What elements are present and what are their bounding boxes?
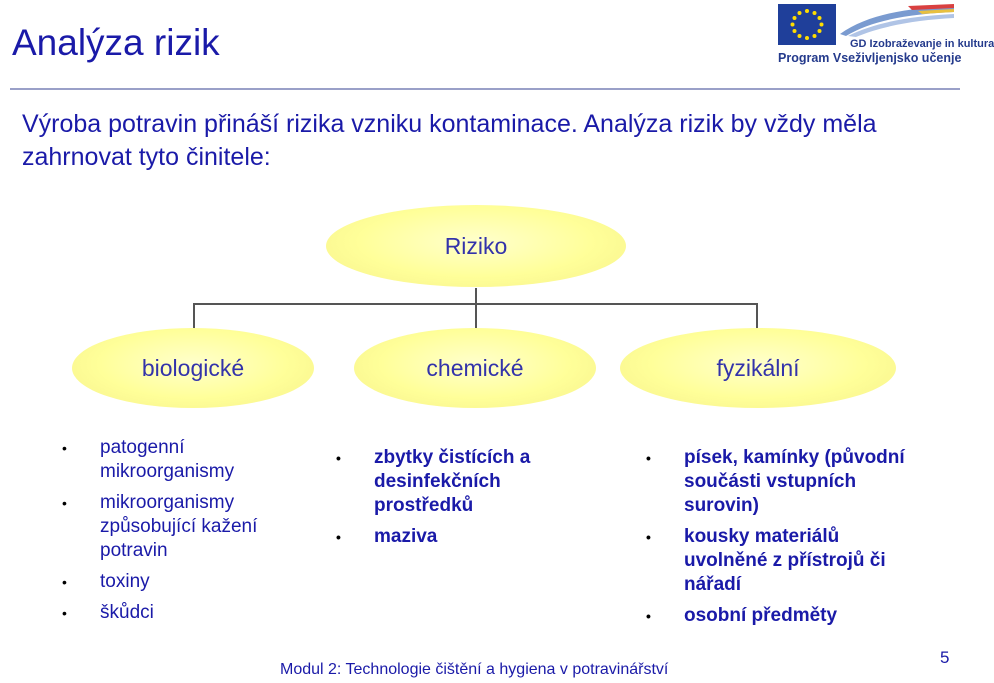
list-item: • kousky materiálů uvolněné z přístrojů či nářadí bbox=[646, 526, 886, 595]
bullet-icon: • bbox=[62, 574, 67, 590]
title-divider bbox=[10, 88, 960, 90]
program-logo bbox=[778, 4, 994, 68]
connector-left bbox=[193, 303, 195, 329]
connector-right bbox=[756, 303, 758, 329]
list-item: • osobní předměty bbox=[646, 605, 838, 626]
slide-title: Analýza rizik bbox=[12, 22, 220, 63]
logo-text-line1: GD Izobraževanje in kultura bbox=[850, 38, 994, 50]
root-node-riziko: Riziko bbox=[326, 205, 626, 287]
node-chemical: chemické bbox=[354, 328, 596, 408]
connector-center bbox=[475, 303, 477, 329]
column-chemical bbox=[336, 446, 596, 556]
bullet-icon: • bbox=[646, 450, 651, 466]
node-biological: biologické bbox=[72, 328, 314, 408]
bullet-icon: • bbox=[336, 529, 341, 545]
bullet-icon: • bbox=[62, 605, 67, 621]
bullet-icon: • bbox=[646, 529, 651, 545]
node-physical: fyzikální bbox=[620, 328, 896, 408]
list-item: • patogenní mikroorganismy bbox=[62, 437, 235, 482]
logo-text-line2: Program Vseživljenjsko učenje bbox=[778, 51, 962, 65]
bullet-icon: • bbox=[62, 495, 67, 511]
list-item: • škůdci bbox=[62, 602, 154, 623]
list-item: • maziva bbox=[336, 526, 438, 547]
eu-flag-icon bbox=[778, 4, 836, 45]
bullet-icon: • bbox=[646, 608, 651, 624]
program-swoosh-icon bbox=[838, 4, 956, 38]
column-physical bbox=[646, 446, 926, 635]
bullet-icon: • bbox=[62, 440, 67, 456]
slide-footer: Modul 2: Technologie čištění a hygiena v potravinářství bbox=[280, 661, 669, 678]
bullet-icon: • bbox=[336, 450, 341, 466]
page-number: 5 bbox=[940, 648, 950, 667]
list-item: • mikroorganismy způsobující kažení potravin bbox=[62, 492, 258, 561]
column-biological bbox=[62, 436, 322, 632]
intro-text: Výroba potravin přináší rizika vzniku kontaminace. Analýza rizik by vždy měla zahrnovat tyto činitele: bbox=[22, 110, 877, 171]
list-item: • písek, kamínky (původní součásti vstupních surovin) bbox=[646, 447, 905, 516]
list-item: • zbytky čistících a desinfekčních prostředků bbox=[336, 447, 531, 516]
list-item: • toxiny bbox=[62, 571, 150, 592]
